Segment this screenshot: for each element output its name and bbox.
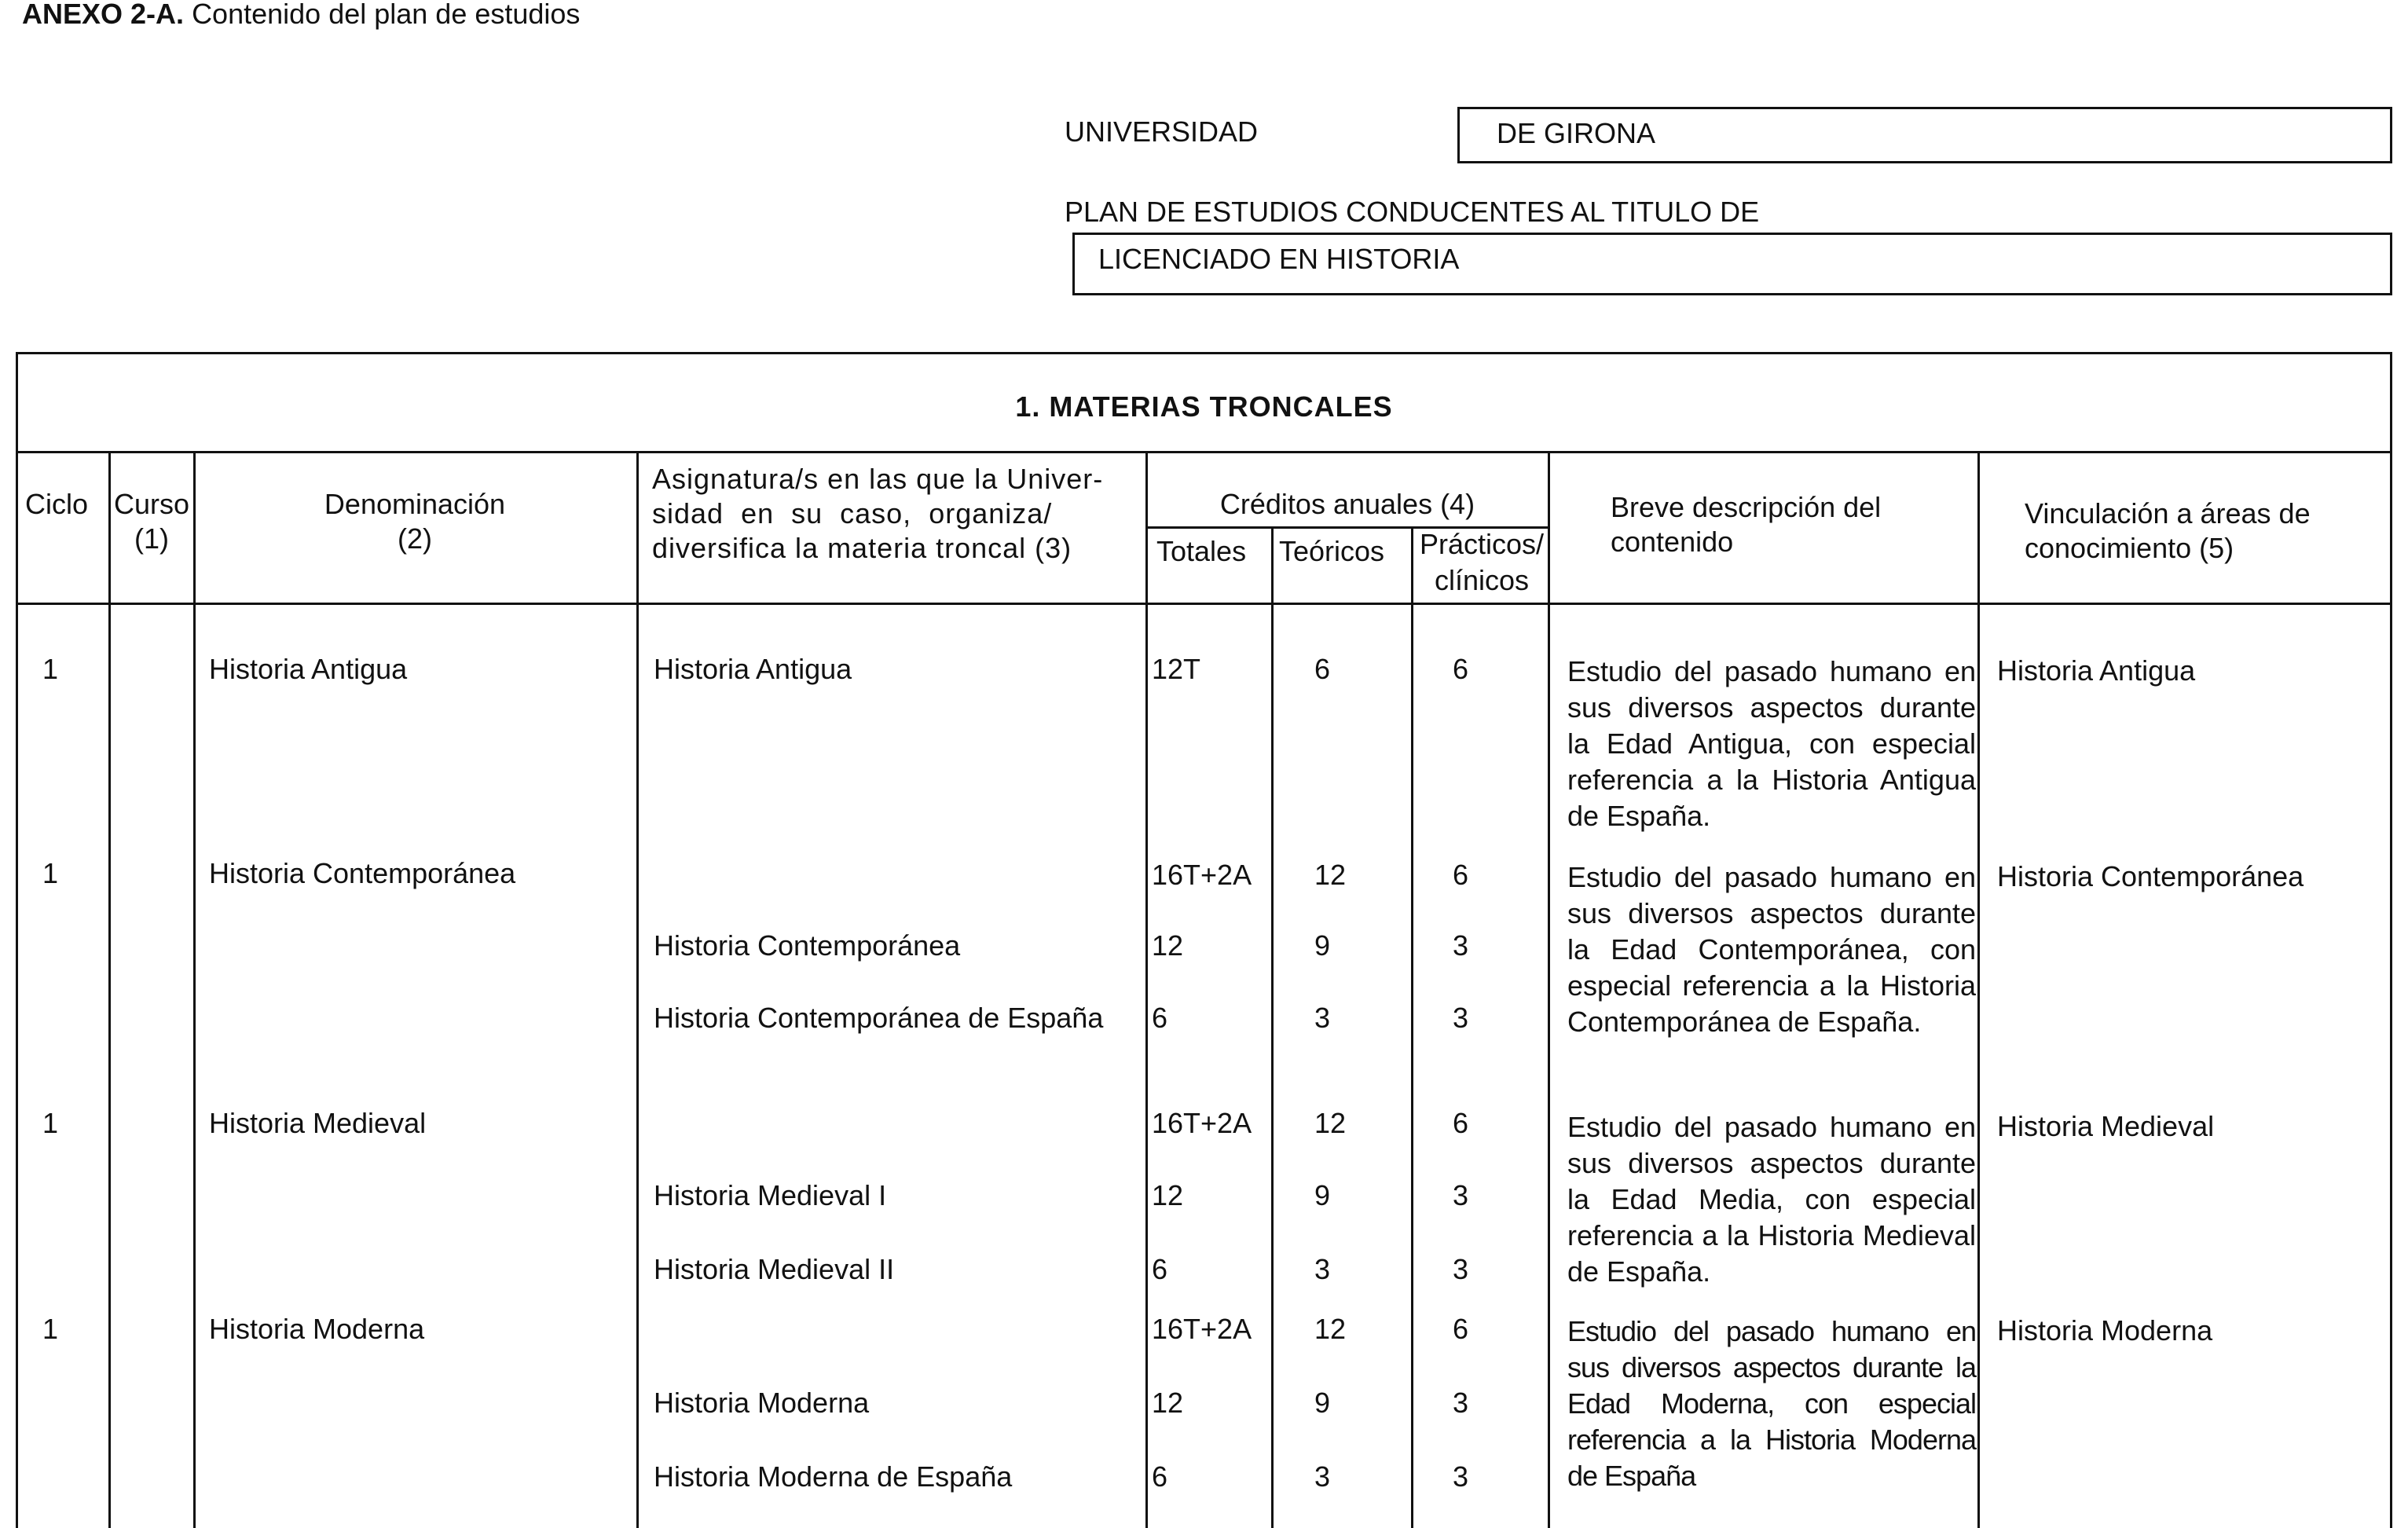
asignatura-line-2: sidad en su caso, organiza/ [652,497,1053,529]
row-totales: 6 [1152,1253,1168,1285]
practicos-line-1: Prácticos/ [1419,528,1545,560]
row-asignatura: Historia Medieval II [654,1253,895,1285]
row-practicos: 3 [1452,1387,1469,1419]
row-descripcion: Estudio del pasado humano en sus diversos aspectos durante la Edad Contemporánea, con especial referencia a la Historia Contemporánea de España. [1567,861,1976,1038]
col-header-curso [108,487,195,556]
descripcion-line-2: contenido [1611,526,1734,558]
row-teoricos: 9 [1314,1387,1331,1419]
table-title: 1. MATERIAS TRONCALES [1015,390,1393,423]
row-totales: 12 [1152,929,1184,962]
row-descripcion: Estudio del pasado humano en sus diversos aspectos durante la Edad Moderna, con especial referencia a la Historia Moderna de España [1567,1315,1976,1492]
col-header-teoricos: Teóricos [1279,535,1385,567]
row-teoricos: 12 [1314,859,1347,891]
row-totales: 16T+2A [1152,1107,1252,1139]
row-teoricos: 3 [1314,1253,1331,1285]
row-totales: 6 [1152,1002,1168,1034]
row-teoricos: 9 [1314,929,1331,962]
title-separator [16,451,2392,453]
row-teoricos: 3 [1314,1460,1331,1493]
row-totales: 16T+2A [1152,1313,1252,1345]
col-header-vinculacion [2025,497,2311,566]
col-line-descripcion [1548,451,1550,1528]
row-denominacion: Historia Moderna [209,1313,425,1345]
row-ciclo: 1 [42,857,59,889]
university-label: UNIVERSIDAD [1065,115,1259,148]
practicos-line-2: clínicos [1434,564,1530,596]
row-totales: 12 [1152,1387,1184,1419]
row-ciclo: 1 [42,653,59,685]
asignatura-line-1: Asignatura/s en las que la Univer- [652,463,1104,495]
row-vinculacion: Historia Medieval [1997,1110,2215,1142]
row-teoricos: 9 [1314,1179,1331,1211]
row-practicos: 6 [1452,653,1469,685]
row-practicos: 3 [1452,1460,1469,1493]
row-asignatura: Historia Contemporánea de España [654,1002,1104,1034]
row-asignatura: Historia Moderna de España [654,1460,1013,1493]
vinculacion-line-1: Vinculación a áreas de [2025,497,2311,529]
row-denominacion: Historia Contemporánea [209,857,516,889]
annex-heading [22,0,580,31]
descripcion-line-1: Breve descripción del [1611,491,1882,523]
curso-label: Curso [113,488,190,520]
col-header-practicos [1413,526,1551,599]
denominacion-label: Denominación [324,488,506,520]
plan-label: PLAN DE ESTUDIOS CONDUCENTES AL TITULO DE [1065,196,1760,228]
col-line-curso [108,451,111,1528]
row-practicos: 3 [1452,929,1469,962]
row-asignatura: Historia Contemporánea [654,929,961,962]
asignatura-line-3: diversifica la materia troncal (3) [652,532,1072,564]
row-teoricos: 12 [1314,1107,1347,1139]
col-line-totales [1145,451,1148,1528]
row-descripcion: Estudio del pasado humano en sus diversos aspectos durante la Edad Antigua, con especial referencia a la Historia Antigua de España. [1567,655,1976,832]
row-descripcion: Estudio del pasado humano en sus diversos aspectos durante la Edad Media, con especial referencia a la Historia Medieval de España. [1567,1111,1976,1288]
row-vinculacion: Historia Contemporánea [1997,860,2304,892]
annex-text: Contenido del plan de estudios [192,0,581,30]
row-ciclo: 1 [42,1313,59,1345]
row-practicos: 6 [1452,859,1469,891]
row-totales: 16T+2A [1152,859,1252,891]
row-vinculacion: Historia Antigua [1997,654,2196,687]
col-header-denominacion [193,487,636,556]
denominacion-note: (2) [398,522,432,555]
row-teoricos: 6 [1314,653,1331,685]
col-header-totales: Totales [1156,535,1247,567]
row-practicos: 3 [1452,1253,1469,1285]
row-denominacion: Historia Medieval [209,1107,427,1139]
row-totales: 12 [1152,1179,1184,1211]
table-right-border [2390,352,2392,1528]
table-top-border [16,352,2392,354]
col-header-creditos: Créditos anuales (4) [1219,488,1475,520]
row-totales: 6 [1152,1460,1168,1493]
row-vinculacion: Historia Moderna [1997,1314,2213,1347]
col-header-asignatura [652,462,1123,566]
plan-value: LICENCIADO EN HISTORIA [1098,243,1460,275]
row-denominacion: Historia Antigua [209,653,408,685]
university-value: DE GIRONA [1497,117,1656,149]
row-practicos: 6 [1452,1107,1469,1139]
row-practicos: 3 [1452,1179,1469,1211]
row-practicos: 6 [1452,1313,1469,1345]
row-teoricos: 3 [1314,1002,1331,1034]
row-totales: 12T [1152,653,1201,685]
col-line-denominacion [193,451,196,1528]
col-header-descripcion [1611,490,1881,559]
vinculacion-line-2: conocimiento (5) [2025,532,2234,564]
table-left-border [16,352,18,1528]
row-ciclo: 1 [42,1107,59,1139]
col-line-asignatura [636,451,639,1528]
curso-note: (1) [134,522,169,555]
row-asignatura: Historia Medieval I [654,1179,887,1211]
col-header-ciclo: Ciclo [25,488,89,520]
row-asignatura: Historia Antigua [654,653,852,685]
row-asignatura: Historia Moderna [654,1387,870,1419]
row-teoricos: 12 [1314,1313,1347,1345]
header-separator [16,603,2392,605]
annex-label: ANEXO 2-A. [22,0,185,30]
row-practicos: 3 [1452,1002,1469,1034]
col-line-vinculacion [1977,451,1980,1528]
